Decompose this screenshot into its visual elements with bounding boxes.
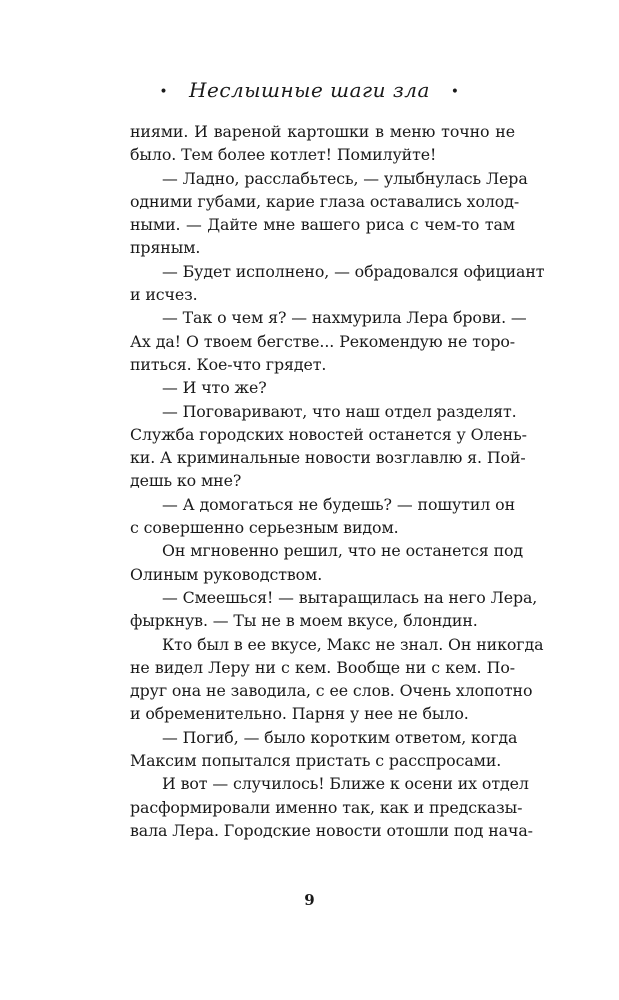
page-number: 9 [304,891,315,909]
text-line: — И что же? [162,378,267,398]
text-line: ными. — Дайте мне вашего риса с чем-то там [130,215,515,235]
header-title: Неслышные шаги зла [189,78,430,102]
text-line: — Поговаривают, что наш отдел разделят. [162,401,517,421]
text-line: питься. Кое-что грядет. [130,354,327,374]
text-line: — Ладно, расслабьтесь, — улыбнулась Лера [162,168,528,188]
paragraph [130,260,545,307]
body-text [130,120,545,842]
paragraph [130,167,528,260]
text-line: — Будет исполнено, — обрадовался официант [162,261,545,281]
paragraph [130,376,515,399]
text-line: расформировали именно так, как и предсказы- [130,797,523,817]
text-line: одними губами, карие глаза оставались холод- [130,191,520,211]
text-line: — Погиб, — было коротким ответом, когда [162,727,518,747]
text-line: с совершенно серьезным видом. [130,518,399,538]
paragraph [130,772,533,842]
paragraph [130,633,544,726]
paragraph [130,493,515,540]
text-line: Олиным руководством. [130,564,323,584]
text-line: и обременительно. Парня у нее не было. [130,704,469,724]
header-bullet-left: • [159,83,169,100]
text-line: Служба городских новостей останется у Олень- [130,424,527,444]
paragraph [130,120,515,167]
running-header [0,78,619,102]
text-line: Максим попытался пристать с расспросами. [130,751,502,771]
text-line: и исчез. [130,285,198,305]
text-line: Ах да! О твоем бегстве... Рекомендую не торо- [130,331,515,351]
text-line: фыркнув. — Ты не в моем вкусе, блондин. [130,611,478,631]
text-line: было. Тем более котлет! Помилуйте! [130,145,437,165]
paragraph [130,586,538,633]
paragraph [130,726,518,773]
text-line: — А домогаться не будешь? — пошутил он [162,494,515,514]
header-bullet-right: • [450,83,460,100]
text-line: — Смеешься! — вытаращилась на него Лера, [162,587,538,607]
paragraph [130,306,527,376]
paragraph [130,400,527,493]
text-line: дешь ко мне? [130,471,242,491]
text-line: И вот — случилось! Ближе к осени их отдел [162,774,529,794]
text-line: не видел Леру ни с кем. Вообще ни с кем. По- [130,657,515,677]
paragraph [130,539,524,586]
text-line: пряным. [130,238,201,258]
text-line: друг она не заводила, с ее слов. Очень хлопотно [130,681,533,701]
text-line: — Так о чем я? — нахмурила Лера брови. — [162,308,527,328]
text-line: ки. А криминальные новости возглавлю я. Пой- [130,448,526,468]
text-line: вала Лера. Городские новости отошли под нача- [130,820,533,840]
text-line: Кто был в ее вкусе, Макс не знал. Он никогда [162,634,544,654]
text-line: Он мгновенно решил, что не останется под [162,541,524,561]
text-line: ниями. И вареной картошки в меню точно не [130,122,515,141]
